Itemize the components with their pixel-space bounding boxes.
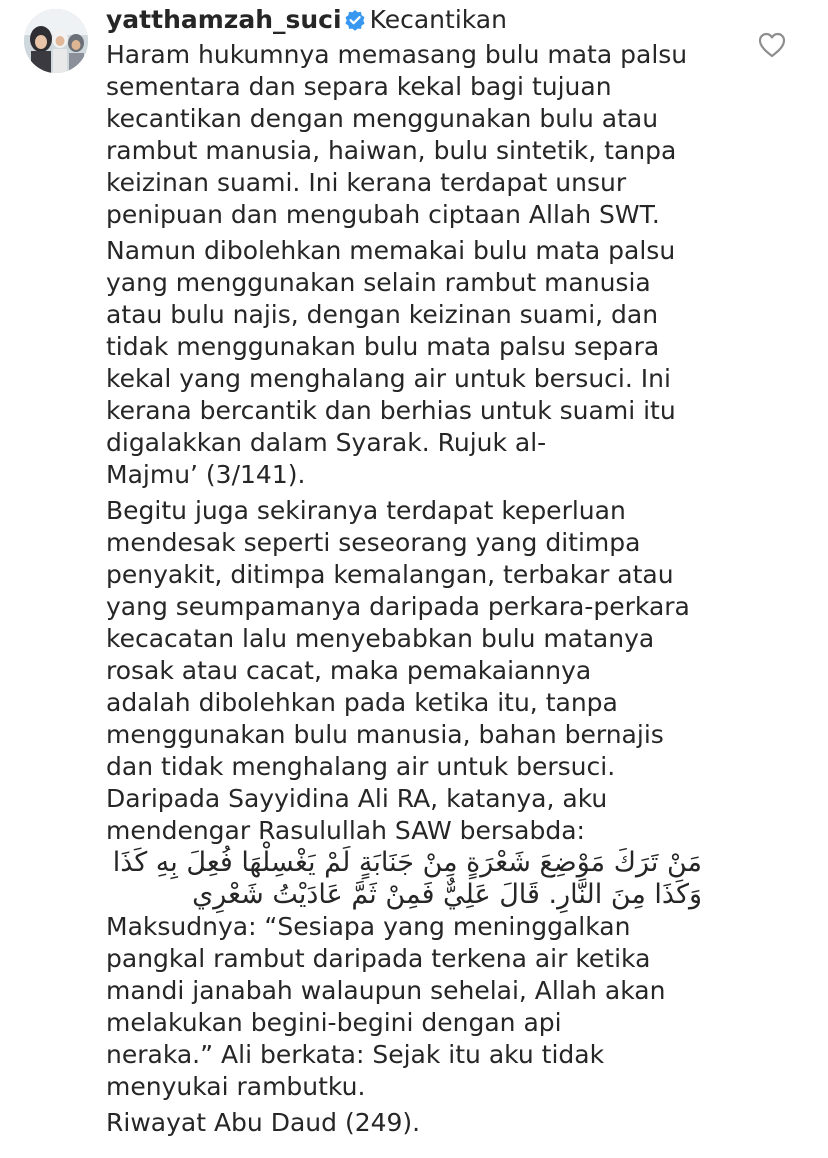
avatar-image [24, 9, 88, 73]
text-line: mendengar Rasulullah SAW bersabda: [106, 816, 585, 845]
verified-badge-icon [344, 7, 366, 39]
text-line: sementara dan separa kekal bagi tujuan [106, 72, 612, 101]
text-line: kecantikan dengan menggunakan bulu atau [106, 104, 659, 133]
heart-outline-icon [758, 32, 786, 58]
text-line: tidak menggunakan bulu mata palsu separa [106, 332, 660, 361]
text-line: digalakkan dalam Syarak. Rujuk al- [106, 428, 547, 457]
translation [106, 911, 746, 1103]
arabic-line: وَكَذَا مِنَ النَّارِ. قَالَ عَلِيٌّ فَمِنْ ثَمَّ عَادَيْتُ شَعْرِي [192, 879, 702, 910]
paragraph-1 [106, 39, 746, 231]
text-line: pangkal rambut daripada terkena air ketika [106, 944, 651, 973]
text-line: kecacatan lalu menyebabkan bulu matanya [106, 624, 655, 653]
text-line: kekal yang menghalang air untuk bersuci. Ini [106, 364, 671, 393]
text-line: Maksudnya: “Sesiapa yang meninggalkan [106, 912, 631, 941]
comment-header [106, 4, 746, 39]
text-line: Daripada Sayyidina Ali RA, katanya, aku [106, 784, 608, 813]
text-line: mendesak seperti seseorang yang ditimpa [106, 528, 641, 557]
text-line: melakukan begini-begini dengan api [106, 1008, 562, 1037]
username-link[interactable]: yatthamzah_suci [106, 5, 342, 34]
text-line: adalah dibolehkan pada ketika itu, tanpa [106, 688, 618, 717]
text-line: penipuan dan mengubah ciptaan Allah SWT. [106, 200, 660, 229]
like-button[interactable] [758, 32, 786, 58]
text-line: Namun dibolehkan memakai bulu mata palsu [106, 236, 676, 265]
text-line: Haram hukumnya memasang bulu mata palsu [106, 40, 688, 69]
comment-body [106, 4, 746, 1139]
text-line: mandi janabah walaupun sehelai, Allah akan [106, 976, 666, 1005]
text-line: keizinan suami. Ini kerana terdapat unsur [106, 168, 627, 197]
text-line: menggunakan bulu manusia, bahan bernajis [106, 720, 664, 749]
text-line: yang menggunakan selain rambut manusia [106, 268, 651, 297]
paragraph-2 [106, 235, 746, 491]
text-line: kerana bercantik dan berhias untuk suami itu [106, 396, 676, 425]
text-line: neraka.” Ali berkata: Sejak itu aku tidak [106, 1040, 605, 1069]
text-line: rambut manusia, haiwan, bulu sintetik, tanpa [106, 136, 677, 165]
text-line: yang seumpamanya daripada perkara-perkara [106, 592, 690, 621]
avatar[interactable] [24, 9, 88, 73]
text-line: Begitu juga sekiranya terdapat keperluan [106, 496, 626, 525]
source-reference [106, 1107, 746, 1139]
text-line: atau bulu najis, dengan keizinan suami, dan [106, 300, 659, 329]
text-line: rosak atau cacat, maka pemakaiannya [106, 656, 592, 685]
text-line: penyakit, ditimpa kemalangan, terbakar atau [106, 560, 674, 589]
paragraph-3 [106, 495, 746, 847]
source-line: Riwayat Abu Daud (249). [106, 1108, 421, 1137]
comment-category: Kecantikan [369, 5, 507, 34]
text-line: menyukai rambutku. [106, 1072, 366, 1101]
text-line: Majmu’ (3/141). [106, 460, 306, 489]
arabic-line: مَنْ تَرَكَ مَوْضِعَ شَعْرَةٍ مِنْ جَنَابَةٍ لَمْ يَغْسِلْهَا فُعِلَ بِهِ كَذَا [112, 847, 702, 878]
arabic-hadith [106, 847, 746, 911]
text-line: dan tidak menghalang air untuk bersuci. [106, 752, 616, 781]
